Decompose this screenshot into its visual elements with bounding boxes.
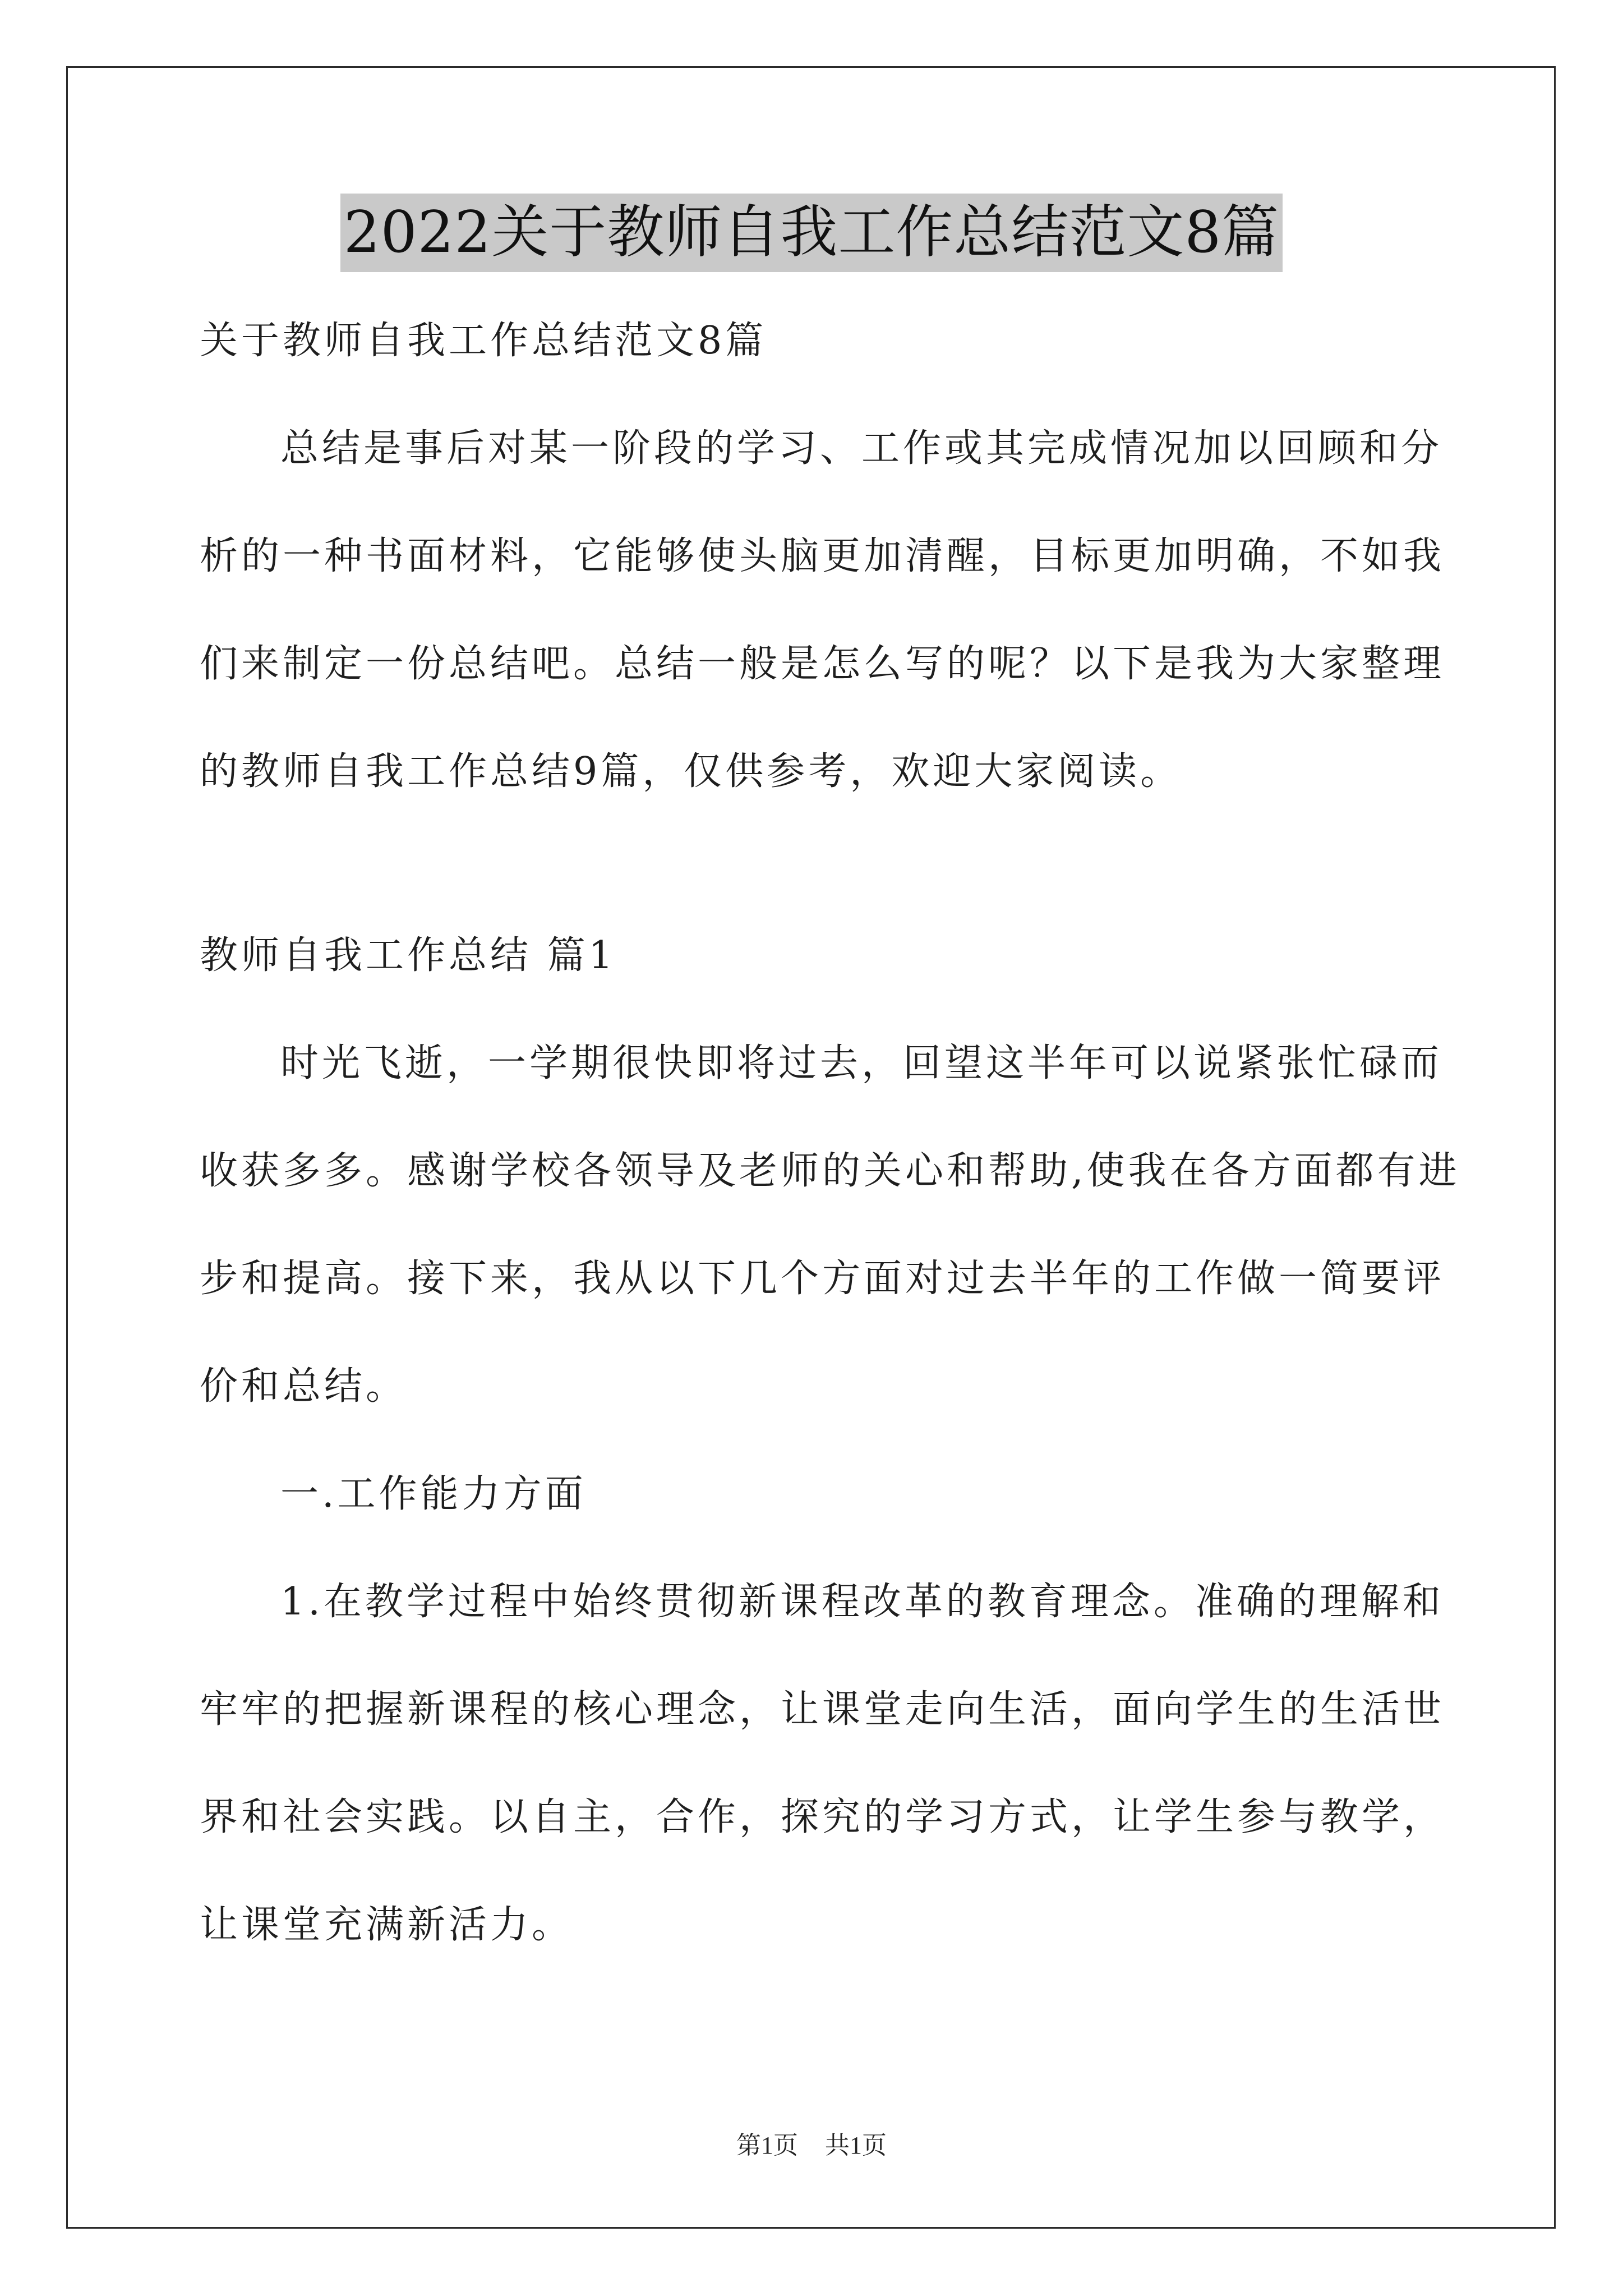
list-item-line: 牢牢的把握新课程的核心理念，让课堂走向生活，面向学生的生活世 <box>200 1687 1445 1732</box>
section-heading: 教师自我工作总结 篇1 <box>200 933 616 978</box>
document-subtitle: 关于教师自我工作总结范文8篇 <box>200 319 767 363</box>
list-item-line: 界和社会实践。以自主，合作，探究的学习方式，让学生参与教学， <box>200 1795 1445 1839</box>
title-container <box>0 194 1623 272</box>
intro-line: 总结是事后对某一阶段的学习、工作或其完成情况加以回顾和分 <box>280 426 1443 471</box>
sub-heading: 一.工作能力方面 <box>280 1472 587 1516</box>
intro-line: 析的一种书面材料，它能够使头脑更加清醒，目标更加明确，不如我 <box>200 534 1445 578</box>
paragraph-line: 时光飞逝，一学期很快即将过去，回望这半年可以说紧张忙碌而 <box>280 1041 1443 1085</box>
document-title: 2022关于教师自我工作总结范文8篇 <box>340 194 1283 272</box>
page-footer <box>0 2129 1623 2162</box>
page-total: 共1页 <box>825 2132 887 2159</box>
list-item-line: 让课堂充满新活力。 <box>200 1903 574 1947</box>
page-number: 第1页 <box>736 2132 798 2159</box>
intro-line: 们来制定一份总结吧。总结一般是怎么写的呢？以下是我为大家整理 <box>200 642 1445 686</box>
list-item-line: 1.在教学过程中始终贯彻新课程改革的教育理念。准确的理解和 <box>280 1580 1444 1624</box>
paragraph-line: 价和总结。 <box>200 1364 408 1409</box>
document-body <box>200 314 1460 1952</box>
paragraph-line: 收获多多。感谢学校各领导及老师的关心和帮助,使我在各方面都有进 <box>200 1149 1460 1193</box>
paragraph-line: 步和提高。接下来，我从以下几个方面对过去半年的工作做一简要评 <box>200 1257 1445 1301</box>
intro-line: 的教师自我工作总结9篇，仅供参考，欢迎大家阅读。 <box>200 749 1182 794</box>
